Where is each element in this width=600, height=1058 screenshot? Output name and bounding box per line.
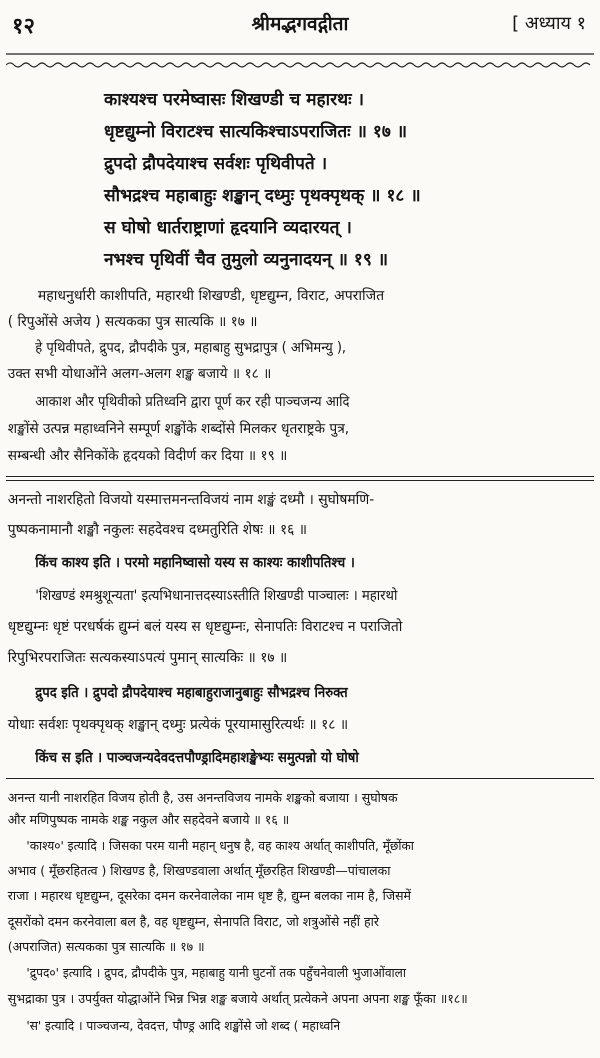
translation-line: उक्त सभी योधाओंने अलग-अलग शङ्ख बजाये ॥ १८ ॥ xyxy=(7,366,272,382)
note-line: 'द्रुपद०' इत्यादि । द्रुपद, द्रौपदीके पुत्र, महाबाहु यानी घुटनों तक पहुँचनेवाली भुजाओंवाला xyxy=(26,966,406,981)
section-divider xyxy=(6,476,594,481)
translation-line: हे पृथिवीपते, द्रुपद, द्रौपदीके पुत्र, महाबाहु सुभद्रापुत्र ( अभिमन्यु ), xyxy=(35,340,347,356)
note-line: 'काश्य०' इत्यादि । जिसका परम यानी महान् धनुष है, वह काश्य अर्थात् काशीपति, मूँछोंका xyxy=(26,839,414,854)
commentary-line: द्रुपद इति । द्रुपदो द्रौपदेयाश्च महाबाहुराजानुबाहुः सौभद्रश्च निरुक्त xyxy=(35,685,348,701)
note-line: दूसरोंको दमन करनेवाला बल है, वह धृष्टद्युम्न, सेनापति विराट, जो शत्रुओंसे नहीं हारे xyxy=(7,915,379,930)
commentary-line: किंच काश्य इति । परमो महानिष्वासो यस्य स काश्यः काशीपतिश्च । xyxy=(35,555,355,571)
commentary-line: धृष्टद्युम्नः धृष्टं परधर्षकं द्युम्नं बलं यस्य स धृष्टद्युम्नः, सेनापतिः विराटश्च न पराजितो xyxy=(7,619,403,635)
translation-line: शङ्खोंसे उत्पन्न महाध्वनिने सम्पूर्ण शङ्खोंके शब्दोंसे मिलकर धृतराष्ट्रके पुत्र, xyxy=(7,421,350,437)
chapter-label: [ अध्याय १ xyxy=(512,13,586,34)
note-line: राजा । महारथ धृष्टद्युम्न, दूसरेका दमन करनेवालेका नाम धृष्ट है, द्युम्न बलका नाम है, जिसमें xyxy=(7,889,411,904)
verse-line: सौभद्रश्च महाबाहुः शङ्खान् दध्मुः पृथक्पृथक् ॥ १८ ॥ xyxy=(104,186,421,206)
note-line: (अपराजित) सत्यकका पुत्र सात्यकि ॥ १७ ॥ xyxy=(7,940,205,955)
page-header xyxy=(0,10,600,44)
commentary-line: 'शिखण्डं श्मश्रुशून्यता' इत्यभिधानात्तदस्याऽस्तीति शिखण्डी पाञ्चालः । महारथो xyxy=(35,588,398,604)
page-title: श्रीमद्भगवद्गीता xyxy=(251,13,349,35)
verse-line: नभश्च पृथिवीं चैव तुमुलो व्यनुनादयन् ॥ १९ ॥ xyxy=(104,250,389,270)
commentary-line: किंच स इति । पाञ्चजन्यदेवदत्तपौण्ड्रादिमहाशङ्खेभ्यः समुत्पन्नो यो घोषो xyxy=(35,750,359,766)
translation-line: सम्बन्धी और सैनिकोंके हृदयको विदीर्ण कर दिया ॥ १९ ॥ xyxy=(7,448,288,464)
note-line: अनन्त यानी नाशरहित विजय होती है, उस अनन्तविजय नामके शङ्खको बजाया । सुघोषक xyxy=(7,791,398,806)
translation-line: महाधनुर्धारी काशीपति, महारथी शिखण्डी, धृष्टद्युम्न, विराट, अपराजित xyxy=(37,288,385,304)
page-number: १२ xyxy=(12,14,35,39)
note-line: 'स' इत्यादि । पाञ्चजन्य, देवदत्त, पौण्ड्र आदि शङ्खोंसे जो शब्द ( महाध्वनि xyxy=(26,1019,341,1034)
translation-line: ( रिपुओंसे अजेय ) सत्यकका पुत्र सात्यकि ॥ १७ ॥ xyxy=(7,314,258,330)
header-wavy-rule xyxy=(6,50,594,76)
commentary-line: अनन्तो नाशरहितो विजयो यस्मात्तमनन्तविजयं नाम शङ्खं दध्मौ । सुघोषमणि- xyxy=(7,492,375,508)
verse-line: स घोषो धार्तराष्ट्राणां हृदयानि व्यदारयत् । xyxy=(104,218,352,238)
note-line: सुभद्राका पुत्र । उपर्युक्त योद्धाओंने भिन्न भिन्न शङ्ख बजाये अर्थात् प्रत्येकने अपना अपना शङ्ख फूँका ॥१८॥ xyxy=(7,992,468,1007)
verse-line: द्रुपदो द्रौपदेयाश्च सर्वशः पृथिवीपते । xyxy=(104,154,328,174)
note-line: और मणिपुष्पक नामके शङ्ख नकुल और सहदेवने बजाये ॥ १६ ॥ xyxy=(7,813,290,828)
verse-line: धृष्टद्युम्नो विराटश्च सात्यकिश्चाऽपराजितः ॥ १७ ॥ xyxy=(104,122,408,142)
translation-line: आकाश और पृथिवीको प्रतिध्वनि द्वारा पूर्ण कर रही पाञ्चजन्य आदि xyxy=(35,394,350,410)
commentary-line: रिपुभिरपराजितः सत्यकस्याऽपत्यं पुमान् सात्यकिः ॥ १७ ॥ xyxy=(7,650,288,666)
commentary-line: योधाः सर्वशः पृथक्पृथक् शङ्खान् दध्मुः प्रत्येकं पूरयामासुरित्यर्थः ॥ १८ ॥ xyxy=(7,717,349,733)
commentary-line: पुष्पकनामानौ शङ्खौ नकुलः सहदेवश्च दध्मतुरिति शेषः ॥ १६ ॥ xyxy=(7,522,308,538)
note-line: अभाव ( मूँछरहितत्व ) शिखण्ड है, शिखण्डवाला अर्थात् मूँछरहित शिखण्डी—पांचालका xyxy=(7,864,391,879)
section-divider xyxy=(6,778,594,779)
verse-line: काश्यश्च परमेष्वासः शिखण्डी च महारथः । xyxy=(104,90,365,110)
